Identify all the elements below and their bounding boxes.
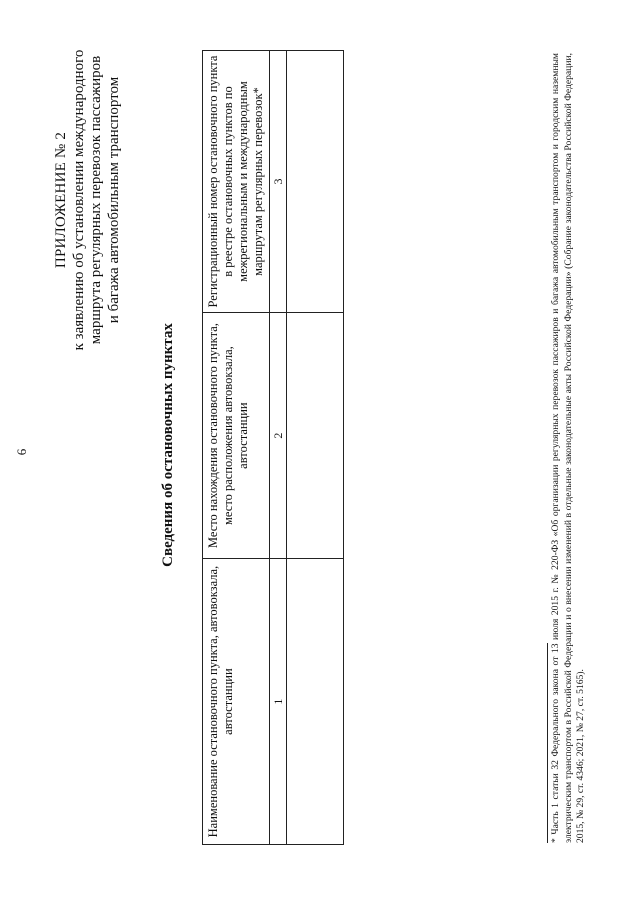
- column-number: 1: [270, 559, 287, 845]
- footnote-divider: [547, 643, 548, 843]
- stops-table: [202, 50, 344, 845]
- footnote: * Часть 1 статьи 32 Федерального закона от 13 июля 2015 г. № 220-ФЗ «Об организации регулярных перевозок пассажиров и багажа автомобильным транспортом и городским наземным электрическим транспортом в Российской Федерации и о внесении изменений в отдельные законодательные акты Российской Федерации» (Собрание законодательства Российской Федерации, 2015, № 29, ст. 4346; 2021, № 27, ст. 5165).: [550, 53, 587, 843]
- column-header-stop-location: Место нахождения остановочного пункта, место расположения автовокзала, автостанции: [203, 313, 270, 559]
- table-row: [287, 51, 344, 845]
- appendix-subtitle-line: к заявлению об установлении международного: [70, 49, 87, 351]
- table-cell: [287, 559, 344, 845]
- appendix-title: ПРИЛОЖЕНИЕ № 2: [53, 131, 69, 269]
- column-header-stop-name: Наименование остановочного пункта, автовокзала, автостанции: [203, 559, 270, 845]
- table-cell: [287, 51, 344, 313]
- column-number: 2: [270, 313, 287, 559]
- table-cell: [287, 313, 344, 559]
- section-heading: Сведения об остановочных пунктах: [160, 323, 176, 567]
- appendix-subtitle-line: маршрута регулярных перевозок пассажиров: [88, 55, 104, 345]
- page-number: 6: [14, 448, 29, 456]
- column-header-registration-number: Регистрационный номер остановочного пункта в реестре остановочных пунктов по межрегиональным и международным маршрутам регулярных перевозок*: [203, 51, 270, 313]
- appendix-header: [53, 20, 123, 380]
- table-row-column-numbers: [270, 51, 287, 845]
- column-number: 3: [270, 51, 287, 313]
- table-header-row: [203, 51, 270, 845]
- appendix-subtitle-line: и багажа автомобильным транспортом: [105, 76, 122, 324]
